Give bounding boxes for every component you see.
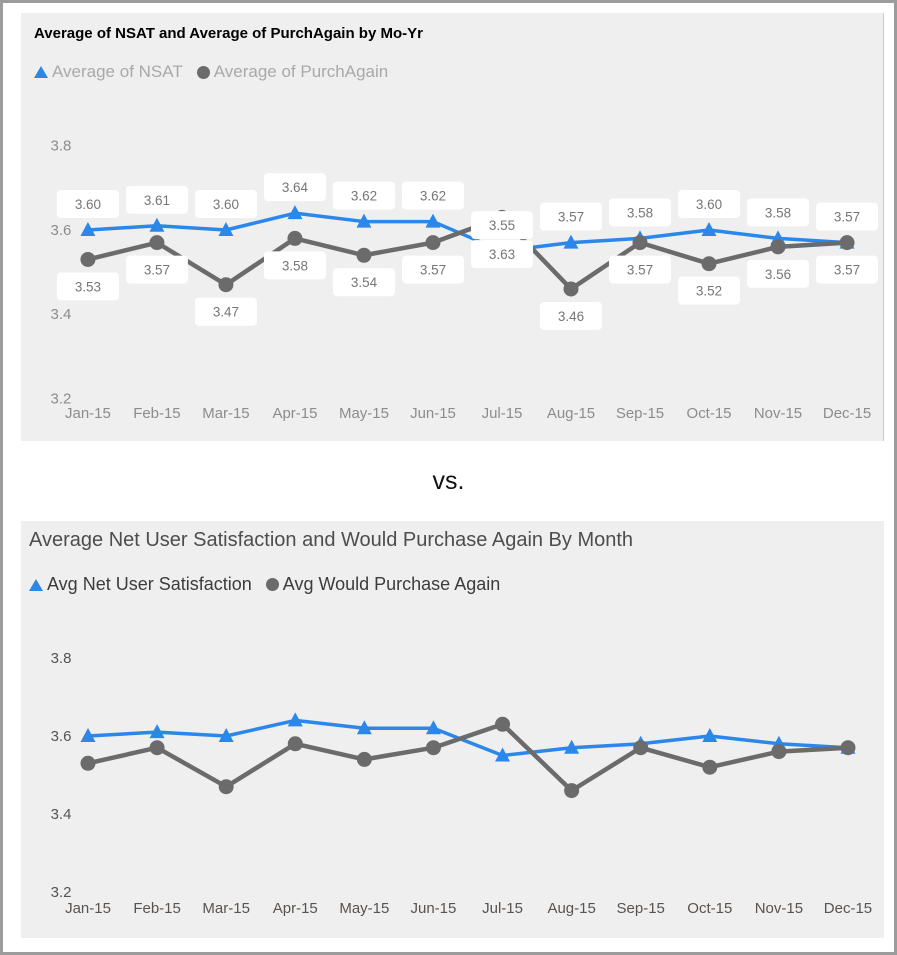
top-chart-card xyxy=(21,13,884,441)
svg-text:3.60: 3.60 xyxy=(212,197,240,213)
svg-text:3.4: 3.4 xyxy=(50,806,72,823)
svg-text:3.57: 3.57 xyxy=(833,262,861,278)
data-point-marker xyxy=(288,736,303,751)
svg-text:3.62: 3.62 xyxy=(419,188,447,204)
legend-label-avg-net-user-satisfaction: Avg Net User Satisfaction xyxy=(47,574,252,594)
svg-text:3.64: 3.64 xyxy=(281,180,309,196)
data-point-marker xyxy=(426,740,441,755)
svg-text:Jul-15: Jul-15 xyxy=(481,404,523,422)
data-point-marker xyxy=(564,281,579,296)
svg-text:3.62: 3.62 xyxy=(350,188,378,204)
svg-text:Jan-15: Jan-15 xyxy=(65,900,111,917)
data-point-marker xyxy=(287,231,302,246)
svg-text:3.46: 3.46 xyxy=(557,308,585,324)
svg-text:Mar-15: Mar-15 xyxy=(202,900,250,917)
data-point-marker xyxy=(80,252,95,267)
series-1-line[interactable] xyxy=(81,717,856,798)
svg-text:3.8: 3.8 xyxy=(50,137,72,155)
bottom-chart-title: Average Net User Satisfaction and Would Purchase Again By Month xyxy=(29,529,634,551)
svg-text:Dec-15: Dec-15 xyxy=(823,900,873,917)
svg-text:Jun-15: Jun-15 xyxy=(410,900,457,917)
legend-item-avg-would-purchase-again[interactable] xyxy=(266,574,500,595)
data-point-marker xyxy=(633,235,648,250)
data-point-marker xyxy=(564,783,579,798)
data-point-marker xyxy=(81,756,96,771)
circle-marker-icon xyxy=(266,578,279,591)
svg-text:3.57: 3.57 xyxy=(557,209,585,225)
svg-text:3.58: 3.58 xyxy=(281,258,309,274)
svg-text:May-15: May-15 xyxy=(339,404,389,422)
svg-text:3.47: 3.47 xyxy=(212,304,240,320)
data-point-marker xyxy=(702,760,717,775)
svg-text:3.6: 3.6 xyxy=(50,728,72,745)
svg-text:3.57: 3.57 xyxy=(626,262,654,278)
svg-text:3.57: 3.57 xyxy=(833,209,861,225)
legend-label-avg-would-purchase-again: Avg Would Purchase Again xyxy=(282,574,501,594)
bottom-chart-legend xyxy=(29,574,884,595)
svg-text:Aug-15: Aug-15 xyxy=(546,404,596,422)
bottom-chart-card xyxy=(21,521,884,938)
svg-text:Oct-15: Oct-15 xyxy=(686,404,732,422)
svg-text:Feb-15: Feb-15 xyxy=(133,404,181,422)
data-point-marker xyxy=(840,235,855,250)
vs-separator xyxy=(3,441,894,521)
svg-text:3.4: 3.4 xyxy=(50,306,72,324)
legend-item-nsat[interactable] xyxy=(34,62,183,82)
svg-text:3.2: 3.2 xyxy=(50,390,72,408)
legend-label-purchagain: Average of PurchAgain xyxy=(213,62,389,81)
data-point-marker xyxy=(357,752,372,767)
svg-text:3.58: 3.58 xyxy=(764,205,792,221)
svg-text:Nov-15: Nov-15 xyxy=(754,900,804,917)
svg-text:3.57: 3.57 xyxy=(419,262,447,278)
top-chart-title: Average of NSAT and Average of PurchAgain by Mo-Yr xyxy=(34,25,423,42)
legend-item-avg-net-user-satisfaction[interactable] xyxy=(29,574,252,595)
svg-text:3.58: 3.58 xyxy=(626,205,654,221)
circle-marker-icon xyxy=(197,66,210,79)
data-point-marker xyxy=(771,239,786,254)
data-point-marker xyxy=(218,277,233,292)
svg-text:3.54: 3.54 xyxy=(350,275,378,291)
svg-text:May-15: May-15 xyxy=(339,900,390,917)
svg-text:3.52: 3.52 xyxy=(695,283,723,299)
triangle-marker-icon xyxy=(29,579,43,591)
svg-text:Nov-15: Nov-15 xyxy=(753,404,803,422)
svg-text:3.57: 3.57 xyxy=(143,262,171,278)
data-point-marker xyxy=(840,740,855,755)
data-point-marker xyxy=(150,740,165,755)
svg-text:Oct-15: Oct-15 xyxy=(687,900,733,917)
data-point-marker xyxy=(771,744,786,759)
svg-text:Jun-15: Jun-15 xyxy=(410,404,456,422)
legend-label-nsat: Average of NSAT xyxy=(52,62,183,81)
svg-text:3.53: 3.53 xyxy=(74,279,102,295)
svg-text:3.60: 3.60 xyxy=(695,197,723,213)
svg-text:Feb-15: Feb-15 xyxy=(133,900,181,917)
triangle-marker-icon xyxy=(34,66,48,78)
data-point-marker xyxy=(356,248,371,263)
svg-text:3.63: 3.63 xyxy=(488,247,516,263)
svg-text:Sep-15: Sep-15 xyxy=(616,900,665,917)
svg-text:Dec-15: Dec-15 xyxy=(822,404,872,422)
svg-text:Aug-15: Aug-15 xyxy=(547,900,596,917)
data-point-marker xyxy=(702,256,717,271)
legend-item-purchagain[interactable] xyxy=(197,62,389,82)
svg-text:Apr-15: Apr-15 xyxy=(272,900,318,917)
svg-text:Jan-15: Jan-15 xyxy=(65,404,111,422)
svg-text:3.56: 3.56 xyxy=(764,266,792,282)
svg-text:Apr-15: Apr-15 xyxy=(272,404,318,422)
svg-text:3.8: 3.8 xyxy=(50,650,72,667)
data-point-marker xyxy=(425,235,440,250)
svg-text:3.6: 3.6 xyxy=(50,221,72,239)
svg-text:3.2: 3.2 xyxy=(50,884,72,901)
svg-text:3.60: 3.60 xyxy=(74,197,102,213)
data-point-marker xyxy=(149,235,164,250)
data-point-marker xyxy=(495,717,510,732)
svg-text:Sep-15: Sep-15 xyxy=(615,404,665,422)
data-point-marker xyxy=(633,740,648,755)
svg-text:3.61: 3.61 xyxy=(143,192,171,208)
axis-labels xyxy=(51,650,873,917)
svg-text:Mar-15: Mar-15 xyxy=(202,404,250,422)
svg-text:3.55: 3.55 xyxy=(488,218,516,234)
top-chart-legend xyxy=(34,62,883,82)
data-point-marker xyxy=(219,779,234,794)
svg-text:Jul-15: Jul-15 xyxy=(482,900,523,917)
vs-label: vs. xyxy=(432,466,465,495)
